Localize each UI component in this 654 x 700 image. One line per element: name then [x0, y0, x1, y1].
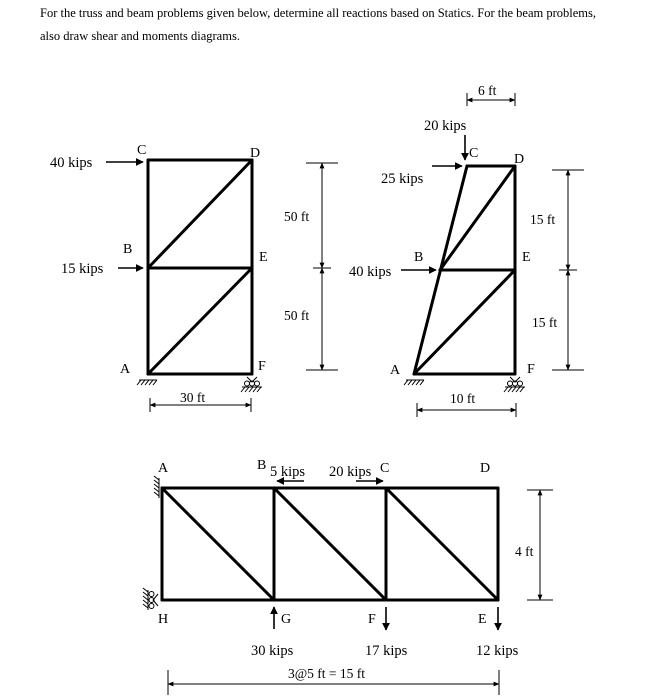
truss-2-load-c-label: 20 kips	[424, 118, 467, 134]
truss-1-load-b-label: 15 kips	[61, 261, 104, 277]
truss-3-node-g: G	[281, 612, 292, 627]
truss-2-node-c: C	[469, 146, 479, 161]
truss-1-roller-support-f	[241, 377, 262, 392]
truss-2-vertical-dimension-line	[552, 170, 584, 370]
truss-1-node-e: E	[259, 250, 268, 265]
instructions-line-1: For the truss and beam problems given below, determine all reactions based on Statics. For the beam problems,	[40, 6, 596, 20]
truss-1-node-c: C	[137, 143, 147, 158]
truss-2-lower-height: 15 ft	[532, 315, 558, 330]
truss-1-lower-height: 50 ft	[284, 308, 310, 323]
truss-3-load-b-label: 5 kips	[270, 464, 306, 480]
truss-2-node-a: A	[390, 363, 401, 378]
truss-2-node-d: D	[514, 152, 525, 167]
truss-1-node-b: B	[123, 242, 133, 257]
truss-1-upper-height: 50 ft	[284, 209, 310, 224]
truss-2-load-b-label: 40 kips	[349, 264, 392, 280]
truss-1-load-c-label: 40 kips	[50, 155, 93, 171]
truss-2-top-offset: 6 ft	[478, 83, 497, 98]
truss-3-load-f-label: 17 kips	[365, 643, 408, 659]
truss-3-load-e-label: 12 kips	[476, 643, 519, 659]
truss-2	[349, 83, 584, 417]
truss-2-roller-support-f	[504, 377, 525, 392]
truss-3-node-b: B	[257, 458, 267, 473]
truss-3-members	[162, 488, 498, 600]
truss-1-node-d: D	[250, 146, 261, 161]
truss-3-node-c: C	[380, 461, 390, 476]
truss-1-node-a: A	[120, 362, 131, 377]
truss-1	[50, 143, 338, 412]
truss-2-node-f: F	[527, 362, 535, 377]
truss-3-pin-support-a	[154, 476, 159, 498]
truss-2-node-b: B	[414, 250, 424, 265]
truss-3	[143, 458, 553, 695]
truss-3-roller-support-h	[143, 588, 158, 610]
truss-2-load-d-label: 25 kips	[381, 171, 424, 187]
truss-3-node-h: H	[158, 612, 169, 627]
truss-3-load-g-label: 30 kips	[251, 643, 294, 659]
truss-3-span: 3@5 ft = 15 ft	[288, 666, 366, 681]
truss-1-members	[148, 160, 252, 374]
truss-3-node-e: E	[478, 612, 487, 627]
truss-2-upper-height: 15 ft	[530, 212, 556, 227]
truss-1-node-f: F	[258, 359, 266, 374]
truss-1-width: 30 ft	[180, 390, 206, 405]
truss-1-vertical-dimension-line	[306, 163, 338, 370]
truss-3-height: 4 ft	[515, 544, 534, 559]
truss-3-node-a: A	[158, 461, 169, 476]
truss-3-load-c-label: 20 kips	[329, 464, 372, 480]
truss-2-node-e: E	[522, 250, 531, 265]
truss-3-node-d: D	[480, 461, 491, 476]
truss-2-pin-support-a	[404, 380, 424, 385]
truss-1-pin-support-a	[137, 380, 157, 385]
instructions-line-2: also draw shear and moments diagrams.	[40, 29, 240, 43]
truss-2-bottom-width: 10 ft	[450, 391, 476, 406]
truss-3-node-f: F	[368, 612, 376, 627]
